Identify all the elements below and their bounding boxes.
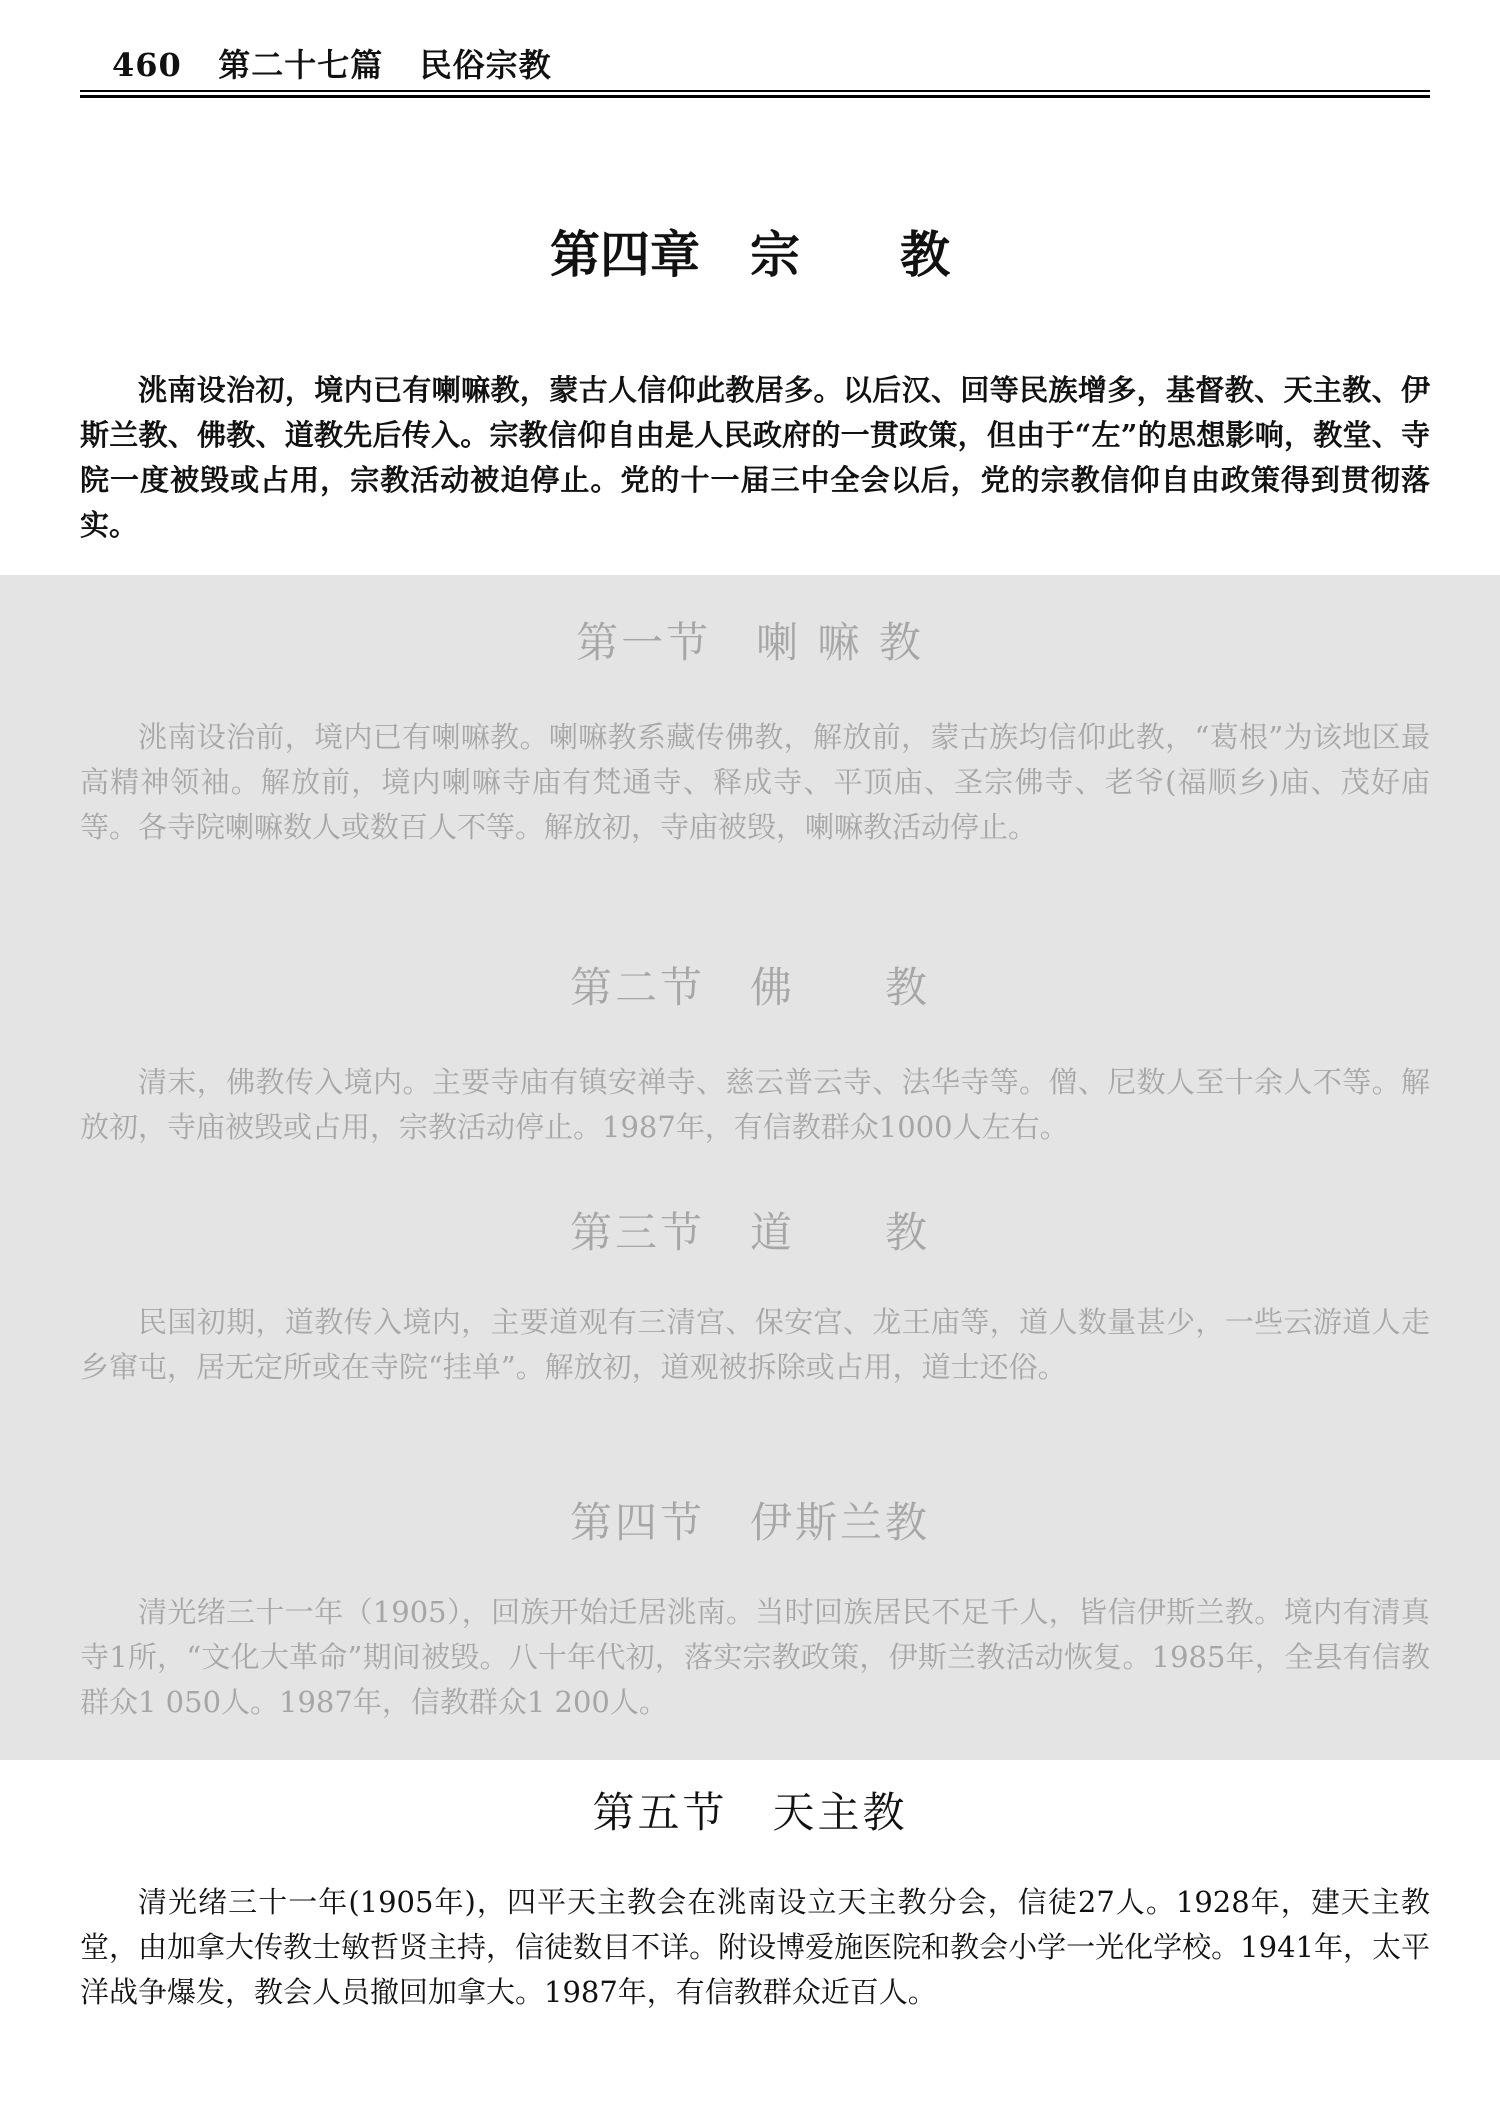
section-4-title: 第四节 伊斯兰教 [569, 1498, 930, 1547]
section-2-title: 第二节 佛 教 [569, 963, 930, 1012]
section-3-text: 民国初期，道教传入境内，主要道观有三清宫、保安宫、龙王庙等，道人数量甚少，一些云游道人走乡窜屯，居无定所或在寺院“挂单”。解放初，道观被拆除或占用，道士还俗。 [80, 1305, 1430, 1384]
header-rule-thin [80, 90, 1430, 92]
section-5-text: 清光绪三十一年(1905年)，四平天主教会在洮南设立天主教分会，信徒27人。1928年，建天主教堂，由加拿大传教士敏哲贤主持，信徒数目不详。附设博爱施医院和教会小学一光化学校。1941年，太平洋战争爆发，教会人员撤回加拿大。1987年，有信教群众近百人。 [80, 1885, 1430, 2009]
header-rule-thick [80, 95, 1430, 98]
part-title: 民俗宗教 [419, 46, 552, 84]
part-number: 第二十七篇 [218, 46, 384, 84]
section-1-title: 第一节 喇 嘛 教 [576, 618, 924, 667]
section-1-text: 洮南设治前，境内已有喇嘛教。喇嘛教系藏传佛教，解放前，蒙古族均信仰此教，“葛根”为该地区最高精神领袖。解放前，境内喇嘛寺庙有梵通寺、释成寺、平顶庙、圣宗佛寺、老爷(福顺乡)庙、茂好庙等。各寺院喇嘛数人或数百人不等。解放初，寺庙被毁，喇嘛教活动停止。 [80, 720, 1430, 844]
section-2-text: 清末，佛教传入境内。主要寺庙有镇安禅寺、慈云普云寺、法华寺等。僧、尼数人至十余人不等。解放初，寺庙被毁或占用，宗教活动停止。1987年，有信教群众1000人左右。 [80, 1065, 1430, 1144]
header-text [112, 40, 552, 86]
section-5-title: 第五节 天主教 [592, 1788, 908, 1837]
running-header [80, 38, 1430, 98]
section-4-text: 清光绪三十一年（1905），回族开始迁居洮南。当时回族居民不足千人，皆信伊斯兰教。境内有清真寺1所，“文化大革命”期间被毁。八十年代初，落实宗教政策，伊斯兰教活动恢复。1985年，全县有信教群众1 050人。1987年，信教群众1 200人。 [80, 1595, 1430, 1719]
page-number: 460 [112, 46, 182, 84]
chapter-title: 第四章 宗 教 [550, 226, 950, 284]
intro-paragraph: 洮南设治初，境内已有喇嘛教，蒙古人信仰此教居多。以后汉、回等民族增多，基督教、天主教、伊斯兰教、佛教、道教先后传入。宗教信仰自由是人民政府的一贯政策，但由于“左”的思想影响，教堂、寺院一度被毁或占用，宗教活动被迫停止。党的十一届三中全会以后，党的宗教信仰自由政策得到贯彻落实。 [80, 373, 1430, 542]
section-3-title: 第三节 道 教 [569, 1208, 930, 1257]
